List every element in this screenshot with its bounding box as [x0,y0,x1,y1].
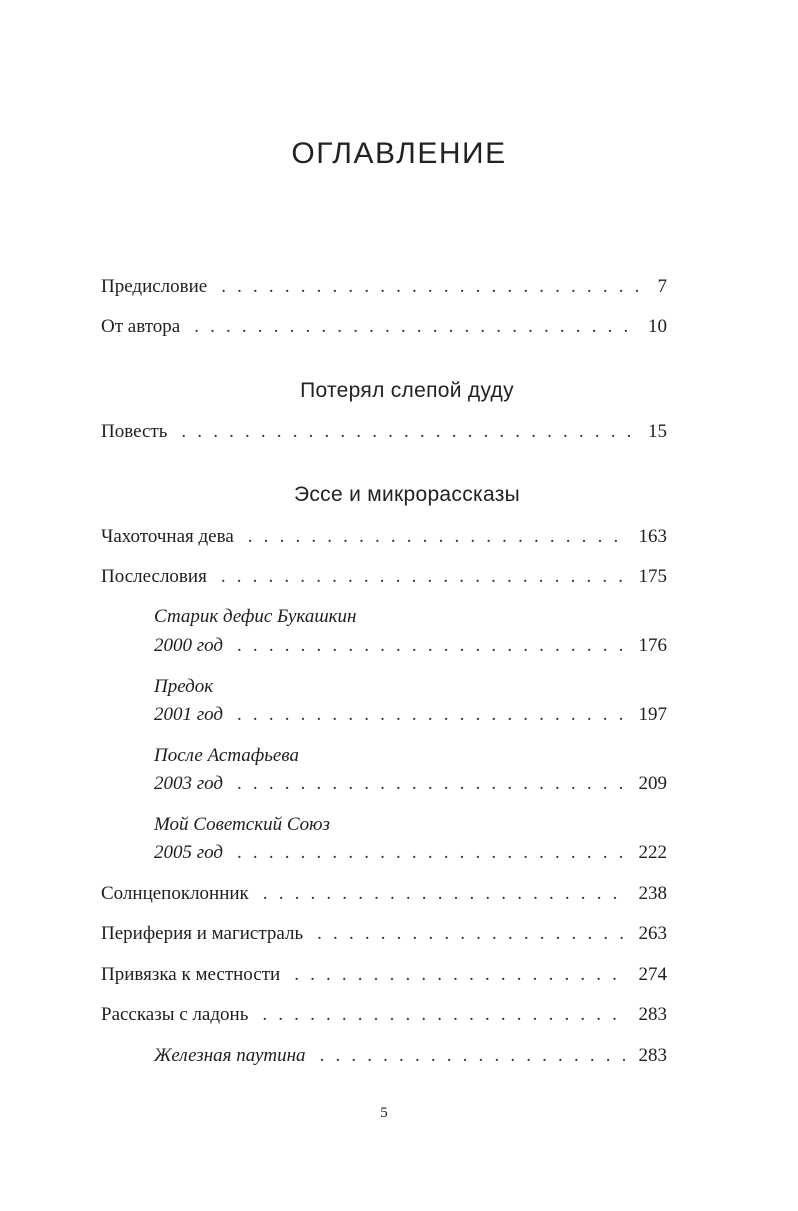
toc-entry-page: 175 [638,566,667,587]
toc-entry-title: Привязка к местности [101,964,281,985]
toc-entry-title: Рассказы с ладонь [101,1004,249,1025]
toc-leader-dots [320,1044,627,1068]
toc-leader-dots [262,1003,626,1027]
page-title: ОГЛАВЛЕНИЕ [291,137,507,170]
toc-entry[interactable] [101,882,667,906]
toc-entry-page: 163 [638,526,667,547]
toc-entry-page: 209 [638,773,667,794]
toc-entry-title: 2005 год [154,842,224,863]
toc-subentry[interactable] [154,1044,667,1068]
toc-subentry[interactable] [154,634,667,658]
toc-subentry[interactable] [154,772,667,796]
toc-subentry-heading: Предок [154,676,214,697]
toc-leader-dots [237,772,626,796]
toc-entry-from-author[interactable] [101,315,667,339]
toc-entry-title: Послесловия [101,566,207,587]
toc-entry-novella[interactable] [101,420,667,444]
toc-leader-dots [181,420,636,444]
toc-leader-dots [194,315,636,339]
toc-subentry-heading: Старик дефис Букашкин [154,606,357,627]
toc-entry-page: 283 [638,1004,667,1025]
toc-entry-title: Солнцепоклонник [101,883,249,904]
toc-entry-preface[interactable] [101,275,667,299]
toc-entry-title: Железная паутина [154,1045,306,1066]
toc-leader-dots [237,703,626,727]
toc-entry-page: 15 [648,421,667,442]
section-heading: Эссе и микрорассказы [293,483,521,506]
toc-subentry-heading: После Астафьева [154,745,299,766]
toc-entry[interactable] [101,922,667,946]
toc-leader-dots [263,882,627,906]
toc-entry-title: Повесть [101,421,168,442]
toc-entry[interactable] [101,963,667,987]
toc-entry-title: Чахоточная дева [101,526,234,547]
toc-entry[interactable] [101,565,667,589]
toc-entry[interactable] [101,525,667,549]
toc-entry-title: 2003 год [154,773,224,794]
toc-subentry[interactable] [154,841,667,865]
toc-leader-dots [248,525,627,549]
toc-entry-page: 197 [638,704,667,725]
page-number: 5 [380,1105,388,1121]
toc-entry-page: 238 [638,883,667,904]
toc-entry-page: 274 [638,964,667,985]
toc-subentry-heading: Мой Советский Союз [154,814,330,835]
toc-entry-page: 283 [638,1045,667,1066]
toc-leader-dots [221,275,645,299]
toc-entry-page: 10 [648,316,667,337]
section-heading: Потерял слепой дуду [300,379,514,402]
toc-entry-page: 7 [657,276,667,297]
toc-entry-title: От автора [101,316,181,337]
toc-leader-dots [294,963,626,987]
toc-leader-dots [221,565,627,589]
toc-entry-page: 263 [638,923,667,944]
toc-entry-title: 2001 год [154,704,224,725]
toc-leader-dots [317,922,626,946]
toc-leader-dots [237,841,626,865]
toc-entry[interactable] [101,1003,667,1027]
toc-entry-page: 176 [638,635,667,656]
toc-entry-page: 222 [638,842,667,863]
toc-subentry[interactable] [154,703,667,727]
toc-entry-title: 2000 год [154,635,224,656]
toc-entry-title: Периферия и магистраль [101,923,304,944]
toc-entry-title: Предисловие [101,276,208,297]
toc-leader-dots [237,634,626,658]
